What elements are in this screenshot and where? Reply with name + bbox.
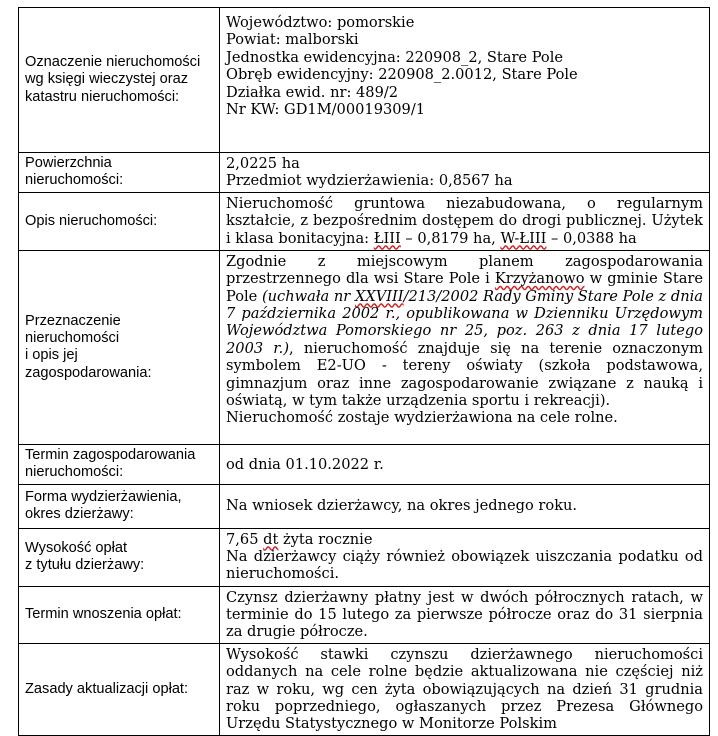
row-label: [19, 528, 220, 586]
area-line: 2,0225 ha: [226, 155, 300, 172]
purpose-conclusion: Nieruchomość zostaje wydzierżawiona na cele rolne.: [226, 409, 618, 427]
row-value: Na wniosek dzierżawcy, na okres jednego roku.: [220, 484, 710, 528]
description-text: – 0,0388 ha: [546, 229, 637, 247]
row-label: Opis nieruchomości:: [19, 192, 220, 250]
row-label: Oznaczenie nieruchomości wg księgi wieczystej oraz katastru nieruchomości:: [19, 8, 220, 153]
row-value: [220, 8, 710, 153]
village-name: Krzyżanowo: [494, 270, 585, 288]
description-text: Nieruchomość gruntowa niezabudowana, o regularnym kształcie, z bezpośrednim dostępem do drogi publicznej. Użytek i klasa bonitacyjna:: [226, 194, 703, 247]
row-label: [19, 250, 220, 444]
table-row: [19, 444, 710, 484]
table-row: [19, 528, 710, 586]
label-line: nieruchomości: [25, 329, 120, 346]
fee-unit: dt: [263, 530, 279, 548]
purpose-paragraph: [226, 253, 703, 410]
table-row: [19, 643, 710, 735]
fee-text: żyta rocznie: [278, 530, 373, 548]
row-value: [220, 528, 710, 586]
table-row: [19, 250, 710, 444]
soil-class-lii: ŁIII: [373, 229, 401, 247]
table-row: [19, 153, 710, 193]
soil-class-wlii: W-ŁIII: [500, 229, 547, 247]
row-value: Wysokość stawki czynszu dzierżawnego nieruchomości oddanych na cele rolne będzie aktualizowana nie częściej niż raz w roku, wg cen żyta obowiązujących na dzień 31 grudnia roku poprzedniego, ogłaszanych przez Prezesa Głównego Urzędu Statystycznego w Monitorze Polskim: [220, 643, 710, 735]
row-label: Zasady aktualizacji opłat:: [19, 643, 220, 735]
property-info-table: [18, 7, 710, 736]
row-value: [220, 153, 710, 193]
fee-amount: [226, 531, 703, 548]
row-label: Powierzchnia nieruchomości:: [19, 153, 220, 193]
fee-text: 7,65: [226, 530, 264, 548]
lease-area-line: Przedmiot wydzierżawienia: 0,8567 ha: [226, 172, 513, 190]
unit-line: Jednostka ewidencyjna: 220908_2, Stare Pole: [226, 48, 564, 66]
purpose-text: w gminie Stare Pole: [226, 270, 704, 305]
label-line: zagospodarowania:: [25, 364, 152, 381]
row-label: Termin zagospodarowania nieruchomości:: [19, 444, 220, 484]
land-register-line: Nr KW: GD1M/00019309/1: [226, 101, 426, 119]
row-value: Czynsz dzierżawny płatny jest w dwóch półrocznych ratach, w terminie do 15 lutego za pierwsze półrocze oraz do 31 sierpnia za drugie półrocze.: [220, 586, 710, 643]
citation-text: (uchwała nr: [261, 287, 355, 305]
parcel-line: Działka ewid. nr: 489/2: [226, 83, 399, 101]
citation-text: /213/2002 Rady Gminy Stare Pole z dnia 7 października 2002 r., opublikowana w Dzienniku Urzędowym Województwa Pomorskiego nr 25, poz. 263 z dnia 17 lutego 2003 r.): [226, 287, 703, 357]
row-value: od dnia 01.10.2022 r.: [220, 444, 710, 484]
purpose-text: , nieruchomość znajduje się na terenie oznaczonym symbolem E2-UO - tereny oświaty (szkoła podstawowa, gimnazjum oraz inne zagospodarowanie związane z nauką i oświatą, w tym także urządzenia sportu i rekreacji).: [226, 339, 704, 410]
table-row: [19, 8, 710, 153]
row-label: Forma wydzierżawienia, okres dzierżawy:: [19, 484, 220, 528]
tax-obligation: Na dzierżawcy ciąży również obowiązek uiszczania podatku od nieruchomości.: [226, 548, 703, 583]
label-line: i opis jej: [25, 347, 78, 364]
row-label: Termin wnoszenia opłat:: [19, 586, 220, 643]
label-line: Wysokość opłat: [25, 539, 128, 556]
purpose-text: Zgodnie z miejscowym planem zagospodarowania przestrzennego dla wsi Stare Pole i: [226, 252, 703, 288]
description-text: – 0,8179 ha,: [400, 229, 501, 247]
label-line: Przeznaczenie: [25, 312, 121, 329]
table-row: [19, 484, 710, 528]
row-value: [220, 192, 710, 250]
row-value: [220, 250, 710, 444]
table-row: [19, 192, 710, 250]
label-line: z tytułu dzierżawy:: [25, 557, 145, 574]
precinct-line: Obręb ewidencyjny: 220908_2.0012, Stare Pole: [226, 66, 578, 84]
voivodeship-line: Województwo: pomorskie: [226, 14, 415, 31]
table-row: [19, 586, 710, 643]
resolution-number: XXVIII: [354, 287, 404, 305]
county-line: Powiat: malborski: [226, 31, 359, 49]
